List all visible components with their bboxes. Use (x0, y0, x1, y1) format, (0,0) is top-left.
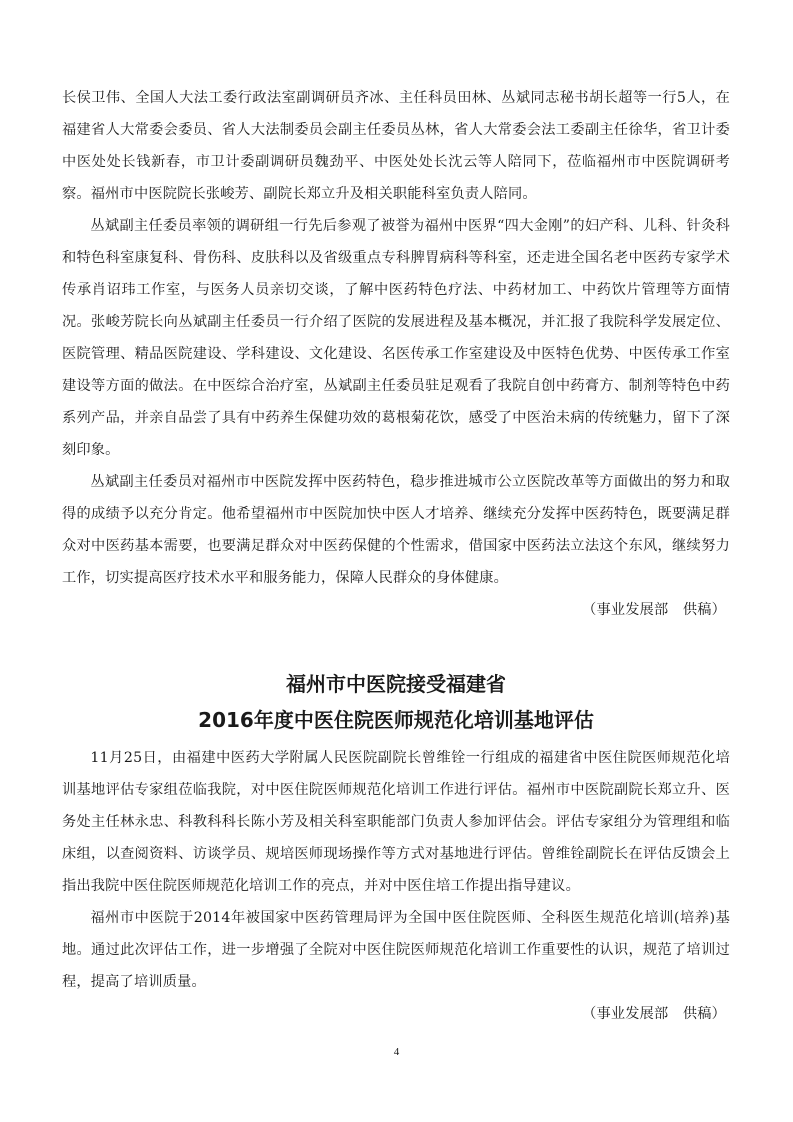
page-number: 4 (393, 1046, 400, 1058)
article-continued (62, 82, 730, 626)
paragraph: 11月25日，由福建中医药大学附属人民医院副院长曾维铨一行组成的福建省中医住院医师规范化培训基地评估专家组莅临我院，对中医住院医师规范化培训工作进行评估。福州市中医院副院长郑立升、医务处主任林永忠、科教科科长陈小芳及相关科室职能部门负责人参加评估会。评估专家组分为管理组和临床组，以查阅资料、访谈学员、规培医师现场操作等方式对基地进行评估。曾维铨副院长在评估反馈会上指出我院中医住院医师规范化培训工作的亮点，并对中医住培工作提出指导建议。 (62, 750, 730, 894)
headline-line-1: 福州市中医院接受福建省 (286, 672, 506, 696)
paragraph: 长侯卫伟、全国人大法工委行政法室副调研员齐冰、主任科员田林、丛斌同志秘书胡长超等一行5人，在福建省人大常委会委员、省人大法制委员会副主任委员丛林，省人大常委会法工委副主任徐华，省卫计委中医处处长钱新春，市卫计委副调研员魏劲平、中医处处长沈云等人陪同下，莅临福州市中医院调研考察。福州市中医院院长张峻芳、副院长郑立升及相关职能科室负责人陪同。 (62, 90, 730, 202)
source-credit: （事业发展部 供稿） (582, 1006, 726, 1022)
article-headline (62, 666, 730, 738)
headline-line-2: 2016年度中医住院医师规范化培训基地评估 (198, 708, 594, 732)
article-body (62, 742, 730, 1030)
paragraph: 丛斌副主任委员对福州市中医院发挥中医药特色，稳步推进城市公立医院改革等方面做出的努力和取得的成绩予以充分肯定。他希望福州市中医院加快中医人才培养、继续充分发挥中医药特色，既要满足群众对中医药基本需要，也要满足群众对中医药保健的个性需求，借国家中医药法立法这个东风，继续努力工作，切实提高医疗技术水平和服务能力，保障人民群众的身体健康。 (62, 474, 730, 586)
source-credit: （事业发展部 供稿） (582, 602, 726, 618)
paragraph: 丛斌副主任委员率领的调研组一行先后参观了被誉为福州中医界“四大金刚”的妇产科、儿科、针灸科和特色科室康复科、骨伤科、皮肤科以及省级重点专科脾胃病科等科室，还走进全国名老中医药专家学术传承肖诏玮工作室，与医务人员亲切交谈，了解中医药特色疗法、中药材加工、中药饮片管理等方面情况。张峻芳院长向丛斌副主任委员一行介绍了医院的发展进程及基本概况，并汇报了我院科学发展定位、医院管理、精品医院建设、学科建设、文化建设、名医传承工作室建设及中医特色优势、中医传承工作室建设等方面的做法。在中医综合治疗室，丛斌副主任委员驻足观看了我院自创中药膏方、制剂等特色中药系列产品，并亲自品尝了具有中药养生保健功效的葛根菊花饮，感受了中医治未病的传统魅力，留下了深刻印象。 (62, 218, 730, 458)
paragraph: 福州市中医院于2014年被国家中医药管理局评为全国中医住院医师、全科医生规范化培训(培养)基地。通过此次评估工作，进一步增强了全院对中医住院医师规范化培训工作重要性的认识，规范了培训过程，提高了培训质量。 (62, 910, 730, 990)
